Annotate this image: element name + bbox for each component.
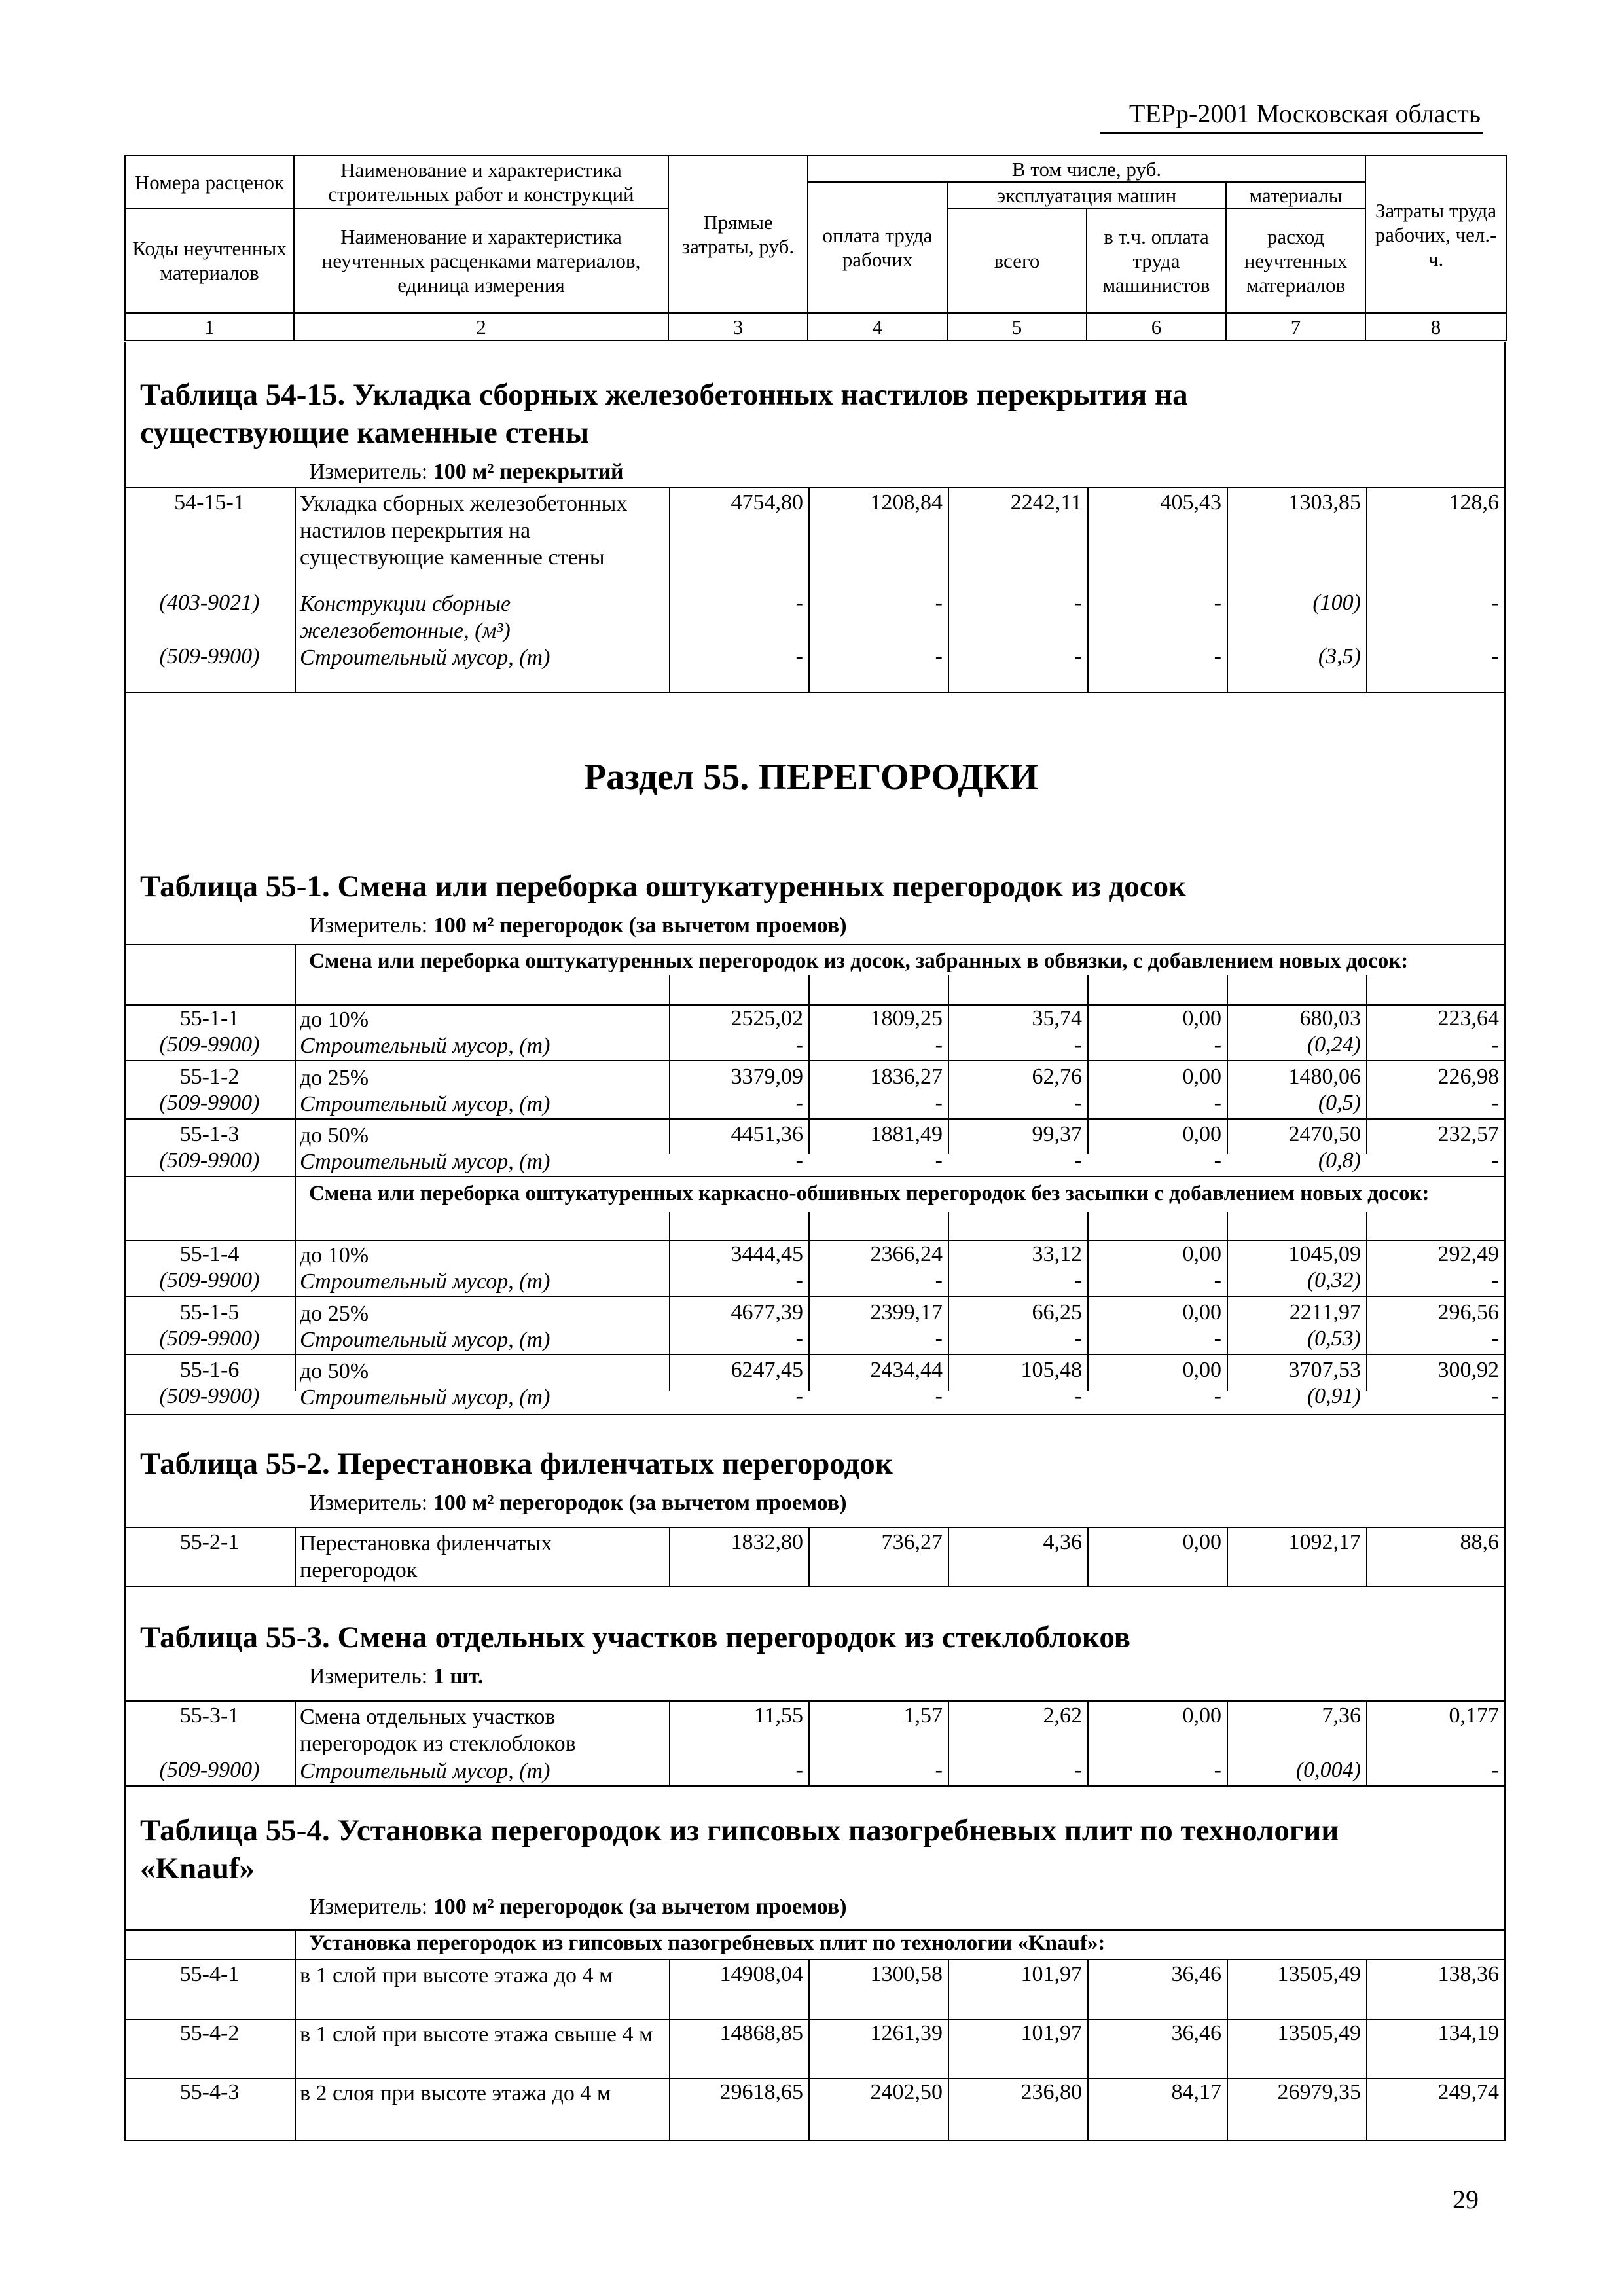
value-col-5: - xyxy=(1074,1384,1082,1408)
value-col-3: 4754,80 xyxy=(731,490,803,515)
row-divider xyxy=(126,1296,1504,1297)
rate-code: 55-4-3 xyxy=(179,2080,240,2104)
value-col-5: 2,62 xyxy=(1043,1704,1082,1728)
table-54-15-meter xyxy=(309,460,624,484)
rate-code: (509-9900) xyxy=(159,1758,260,1782)
value-col-8: - xyxy=(1491,1326,1499,1351)
value-col-7: (0,5) xyxy=(1318,1091,1361,1115)
header-num-6: 6 xyxy=(1087,313,1226,340)
rate-code: 55-1-3 xyxy=(179,1122,240,1146)
table-55-4-title: Таблица 55-4. Установка перегородок из гипсовых пазогребневых плит по технологии «Knauf» xyxy=(140,1813,1339,1886)
value-col-4: - xyxy=(935,1032,943,1057)
value-col-6: - xyxy=(1214,1091,1221,1115)
value-col-8: 300,92 xyxy=(1437,1358,1499,1382)
value-col-7: (0,53) xyxy=(1307,1326,1361,1351)
meter-label: Измеритель: xyxy=(309,1895,428,1919)
row-divider xyxy=(126,1959,1504,1960)
column-divider xyxy=(295,487,296,692)
value-col-7: (0,91) xyxy=(1307,1384,1361,1408)
rate-name: Строительный мусор, (т) xyxy=(300,1150,550,1174)
value-col-4: - xyxy=(935,1384,943,1408)
value-col-3: 4451,36 xyxy=(731,1122,803,1146)
value-col-8: - xyxy=(1491,1268,1499,1292)
value-col-6: 36,46 xyxy=(1171,2021,1221,2045)
table-54-15-title xyxy=(140,376,1384,452)
value-col-7: 2470,50 xyxy=(1288,1122,1361,1146)
rate-name: в 1 слой при высоте этажа свыше 4 м xyxy=(300,2022,653,2047)
rate-name: в 2 слоя при высоте этажа до 4 м xyxy=(300,2081,611,2105)
meter-value: 100 м² перегородок (за вычетом проемов) xyxy=(433,913,847,938)
value-col-5: - xyxy=(1074,1148,1082,1173)
header-num-2: 2 xyxy=(294,313,668,340)
value-col-3: 14908,04 xyxy=(719,1962,803,1986)
value-col-3: 3444,45 xyxy=(731,1242,803,1266)
value-col-3: - xyxy=(795,1384,803,1408)
value-col-4: 1836,27 xyxy=(870,1065,943,1089)
rate-code: 55-1-5 xyxy=(179,1300,240,1324)
row-divider xyxy=(126,2078,1504,2079)
row-divider xyxy=(126,1240,1504,1241)
rate-name: Строительный мусор, (т) xyxy=(300,1269,550,1294)
header-c2-bottom: Наименование и характеристика неучтенных расценками материалов, единица измерения xyxy=(294,208,668,313)
table-55-1-group-b: Смена или переборка оштукатуренных каркасно-обшивных перегородок без засыпки с добавлением новых досок: xyxy=(309,1182,1430,1205)
value-col-5: 99,37 xyxy=(1032,1122,1082,1146)
rate-name: Укладка сборных железобетонных настилов перекрытия на существующие каменные стены xyxy=(300,492,628,570)
value-col-6: - xyxy=(1214,1268,1221,1292)
value-col-7: 2211,97 xyxy=(1289,1300,1361,1324)
value-col-3: - xyxy=(795,644,803,668)
value-col-6: 0,00 xyxy=(1182,1300,1221,1324)
rate-name: Строительный мусор, (т) xyxy=(300,1385,550,1410)
value-col-4: - xyxy=(935,1268,943,1292)
value-col-7: 1480,06 xyxy=(1288,1065,1361,1089)
rate-code: (509-9900) xyxy=(159,1091,260,1115)
value-col-5: 2242,11 xyxy=(1010,490,1082,515)
rate-name: до 10% xyxy=(300,1243,369,1267)
column-divider xyxy=(295,1929,296,1959)
rate-code: 55-4-1 xyxy=(179,1962,240,1986)
value-col-4: 736,27 xyxy=(881,1530,943,1554)
column-divider xyxy=(295,1527,296,1586)
rate-code: 55-1-1 xyxy=(179,1006,240,1030)
value-col-7: 1045,09 xyxy=(1288,1242,1361,1266)
rate-name: Строительный мусор, (т) xyxy=(300,1092,550,1116)
header-num-1: 1 xyxy=(125,313,294,340)
value-col-4: 1881,49 xyxy=(870,1122,943,1146)
value-col-7: (0,004) xyxy=(1295,1758,1361,1782)
value-col-6: - xyxy=(1214,1384,1221,1408)
table-55-1-title: Таблица 55-1. Смена или переборка оштукатуренных перегородок из досок xyxy=(140,869,1187,903)
rate-code: 55-1-4 xyxy=(179,1242,240,1266)
rate-code: (403-9021) xyxy=(159,591,260,615)
rate-code: (509-9900) xyxy=(159,1148,260,1173)
header-c4: оплата труда рабочих xyxy=(808,182,947,313)
value-col-4: 2399,17 xyxy=(870,1300,943,1324)
value-col-7: (3,5) xyxy=(1318,644,1361,668)
meter-value: 100 м² перегородок (за вычетом проемов) xyxy=(433,1895,847,1919)
value-col-8: - xyxy=(1491,1758,1499,1782)
value-col-8: 138,36 xyxy=(1437,1962,1499,1986)
value-col-7: 13505,49 xyxy=(1277,1962,1361,1986)
column-divider xyxy=(295,1212,296,1391)
value-col-5: - xyxy=(1074,591,1082,615)
rate-code: 55-2-1 xyxy=(179,1530,240,1554)
value-col-8: 292,49 xyxy=(1437,1242,1499,1266)
value-col-4: 2402,50 xyxy=(870,2080,943,2104)
value-col-3: 3379,09 xyxy=(731,1065,803,1089)
header-c2-top: Наименование и характеристика строительных работ и конструкций xyxy=(294,156,668,208)
meter-label: Измеритель: xyxy=(309,1664,428,1688)
value-col-8: - xyxy=(1491,644,1499,668)
rate-name: Смена отдельных участков перегородок из стеклоблоков xyxy=(300,1705,576,1756)
value-col-5: 66,25 xyxy=(1032,1300,1082,1324)
rate-name: Строительный мусор, (т) xyxy=(300,646,550,670)
value-col-4: - xyxy=(935,1758,943,1782)
value-col-3: - xyxy=(795,1758,803,1782)
table-54-15-title-text: Таблица 54-15. Укладка сборных железобетонных настилов перекрытия на существующие каменные стены xyxy=(140,378,1188,450)
rate-name: Перестановка филенчатых перегородок xyxy=(300,1531,552,1582)
value-col-4: - xyxy=(935,591,943,615)
value-col-8: 226,98 xyxy=(1437,1065,1499,1089)
value-col-5: 62,76 xyxy=(1032,1065,1082,1089)
value-col-7: (0,8) xyxy=(1318,1148,1361,1173)
value-col-6: - xyxy=(1214,644,1221,668)
value-col-6: - xyxy=(1214,1758,1221,1782)
value-col-7: 13505,49 xyxy=(1277,2021,1361,2045)
row-divider xyxy=(126,1118,1504,1120)
meter-value: 100 м² перегородок (за вычетом проемов) xyxy=(433,1491,847,1515)
value-col-8: 0,177 xyxy=(1449,1704,1499,1728)
table-55-3-bottom-rule xyxy=(126,1785,1504,1787)
value-col-8: 232,57 xyxy=(1437,1122,1499,1146)
header-machines: эксплуатация машин xyxy=(947,182,1226,208)
table-55-1-meter xyxy=(309,913,847,938)
value-col-6: 0,00 xyxy=(1182,1358,1221,1382)
header-c1-top: Номера расценок xyxy=(125,156,294,208)
header-materials: материалы xyxy=(1226,182,1365,208)
rate-code: 55-3-1 xyxy=(179,1704,240,1728)
value-col-4: 1208,84 xyxy=(870,490,943,515)
rate-name: Строительный мусор, (т) xyxy=(300,1759,550,1783)
row-divider xyxy=(126,2019,1504,2020)
rate-code: (509-9900) xyxy=(159,644,260,668)
header-rule xyxy=(1100,132,1483,134)
header-group: В том числе, руб. xyxy=(808,156,1365,182)
value-col-8: - xyxy=(1491,1091,1499,1115)
column-divider xyxy=(295,1700,296,1785)
rate-name: Строительный мусор, (т) xyxy=(300,1328,550,1352)
table-54-15-bottom-rule xyxy=(126,692,1504,693)
value-col-3: 6247,45 xyxy=(731,1358,803,1382)
meter-value: 100 м² перекрытий xyxy=(433,460,624,484)
table-55-3-meter xyxy=(309,1664,484,1689)
value-col-4: 1809,25 xyxy=(870,1006,943,1030)
column-divider xyxy=(295,1959,296,2140)
value-col-6: 0,00 xyxy=(1182,1242,1221,1266)
value-col-7: 680,03 xyxy=(1299,1006,1361,1030)
value-col-8: - xyxy=(1491,1148,1499,1173)
value-col-4: - xyxy=(935,1326,943,1351)
value-col-7: (0,32) xyxy=(1307,1268,1361,1292)
value-col-6: 84,17 xyxy=(1171,2080,1221,2104)
meter-label: Измеритель: xyxy=(309,1491,428,1515)
rate-code: (509-9900) xyxy=(159,1268,260,1292)
header-num-8: 8 xyxy=(1365,313,1506,340)
value-col-7: (100) xyxy=(1312,591,1361,615)
header-c1-bottom: Коды неучтенных материалов xyxy=(125,208,294,313)
rate-name: до 10% xyxy=(300,1008,369,1032)
value-col-5: - xyxy=(1074,1091,1082,1115)
value-col-7: 1092,17 xyxy=(1288,1530,1361,1554)
value-col-8: - xyxy=(1491,1384,1499,1408)
value-col-6: 36,46 xyxy=(1171,1962,1221,1986)
value-col-5: 101,97 xyxy=(1020,1962,1082,1986)
value-col-3: 4677,39 xyxy=(731,1300,803,1324)
value-col-7: 3707,53 xyxy=(1288,1358,1361,1382)
value-col-6: 405,43 xyxy=(1160,490,1221,515)
document-header-title: ТЕРр-2001 Московская область xyxy=(1128,99,1481,128)
header-c6: в т.ч. оплата труда машинистов xyxy=(1087,208,1226,313)
value-col-5: 35,74 xyxy=(1032,1006,1082,1030)
table-55-2-title: Таблица 55-2. Перестановка филенчатых перегородок xyxy=(140,1447,893,1481)
value-col-7: 26979,35 xyxy=(1277,2080,1361,2104)
rate-code: (509-9900) xyxy=(159,1384,260,1408)
meter-value: 1 шт. xyxy=(433,1664,484,1688)
rate-code: 54-15-1 xyxy=(174,490,245,515)
rate-name: до 50% xyxy=(300,1359,369,1383)
value-col-3: - xyxy=(795,1032,803,1057)
value-col-6: 0,00 xyxy=(1182,1006,1221,1030)
value-col-5: 101,97 xyxy=(1020,2021,1082,2045)
table-55-4-group: Установка перегородок из гипсовых пазогребневых плит по технологии «Knauf»: xyxy=(309,1931,1106,1955)
header-num-3: 3 xyxy=(668,313,808,340)
row-divider xyxy=(126,1176,1504,1177)
rate-name: Строительный мусор, (т) xyxy=(300,1034,550,1058)
value-col-6: 0,00 xyxy=(1182,1704,1221,1728)
value-col-5: 33,12 xyxy=(1032,1242,1082,1266)
table-55-1-top-rule xyxy=(126,944,1504,945)
value-col-5: - xyxy=(1074,1326,1082,1351)
value-col-4: - xyxy=(935,1148,943,1173)
value-col-3: 1832,80 xyxy=(731,1530,803,1554)
value-col-4: - xyxy=(935,1091,943,1115)
row-divider xyxy=(126,1004,1504,1006)
header-c3: Прямые затраты, руб. xyxy=(668,156,808,313)
rate-code: (509-9900) xyxy=(159,1032,260,1057)
header-c7: расход неучтенных материалов xyxy=(1226,208,1365,313)
value-col-4: 1300,58 xyxy=(870,1962,943,1986)
value-col-6: 0,00 xyxy=(1182,1530,1221,1554)
value-col-5: 105,48 xyxy=(1020,1358,1082,1382)
rate-name: до 25% xyxy=(300,1302,369,1326)
rate-code: 55-1-6 xyxy=(179,1358,240,1382)
column-divider xyxy=(295,944,296,1212)
value-col-8: - xyxy=(1491,1032,1499,1057)
value-col-3: - xyxy=(795,1091,803,1115)
value-col-3: - xyxy=(795,1268,803,1292)
value-col-6: 0,00 xyxy=(1182,1122,1221,1146)
row-divider xyxy=(126,1060,1504,1061)
header-num-4: 4 xyxy=(808,313,947,340)
table-55-2-bottom-rule xyxy=(126,1586,1504,1587)
value-col-5: 236,80 xyxy=(1020,2080,1082,2104)
rate-name: до 25% xyxy=(300,1066,369,1090)
value-col-6: - xyxy=(1214,591,1221,615)
value-col-4: 2366,24 xyxy=(870,1242,943,1266)
table-55-1-group-a: Смена или переборка оштукатуренных перегородок из досок, забранных в обвязки, с добавлением новых досок: xyxy=(309,949,1409,973)
value-col-4: 1261,39 xyxy=(870,2021,943,2045)
value-col-8: 88,6 xyxy=(1460,1530,1499,1554)
rate-name: в 1 слой при высоте этажа до 4 м xyxy=(300,1963,613,1988)
value-col-6: - xyxy=(1214,1032,1221,1057)
section-55-title: Раздел 55. ПЕРЕГОРОДКИ xyxy=(584,757,1038,797)
header-num-7: 7 xyxy=(1226,313,1365,340)
value-col-8: 128,6 xyxy=(1449,490,1499,515)
value-col-6: - xyxy=(1214,1326,1221,1351)
value-col-7: 7,36 xyxy=(1322,1704,1361,1728)
header-c5: всего xyxy=(947,208,1087,313)
value-col-6: - xyxy=(1214,1148,1221,1173)
value-col-4: - xyxy=(935,644,943,668)
table-54-15-top-rule xyxy=(126,487,1504,488)
row-divider xyxy=(126,1354,1504,1355)
value-col-3: 11,55 xyxy=(753,1704,803,1728)
value-col-5: - xyxy=(1074,1758,1082,1782)
value-col-6: 0,00 xyxy=(1182,1065,1221,1089)
value-col-8: 249,74 xyxy=(1437,2080,1499,2104)
table-55-2-meter xyxy=(309,1491,847,1516)
value-col-5: - xyxy=(1074,1032,1082,1057)
value-col-3: 14868,85 xyxy=(719,2021,803,2045)
price-table-body xyxy=(124,342,1506,2141)
rate-name: Конструкции сборные железобетонные, (м³) xyxy=(300,592,511,643)
value-col-7: (0,24) xyxy=(1307,1032,1361,1057)
value-col-5: - xyxy=(1074,644,1082,668)
rate-code: (509-9900) xyxy=(159,1326,260,1351)
value-col-4: 1,57 xyxy=(903,1704,943,1728)
column-header-table xyxy=(124,155,1507,341)
value-col-8: 223,64 xyxy=(1437,1006,1499,1030)
value-col-3: - xyxy=(795,1326,803,1351)
meter-label: Измеритель: xyxy=(309,460,428,484)
table-55-3-title: Таблица 55-3. Смена отдельных участков перегородок из стеклоблоков xyxy=(140,1620,1131,1654)
table-55-4-meter xyxy=(309,1895,847,1920)
value-col-8: 296,56 xyxy=(1437,1300,1499,1324)
value-col-8: 134,19 xyxy=(1437,2021,1499,2045)
value-col-8: - xyxy=(1491,591,1499,615)
rate-name: до 50% xyxy=(300,1123,369,1148)
value-col-5: - xyxy=(1074,1268,1082,1292)
value-col-5: 4,36 xyxy=(1043,1530,1082,1554)
value-col-7: 1303,85 xyxy=(1288,490,1361,515)
value-col-3: - xyxy=(795,1148,803,1173)
value-col-3: 2525,02 xyxy=(731,1006,803,1030)
value-col-3: - xyxy=(795,591,803,615)
meter-label: Измеритель: xyxy=(309,913,428,938)
value-col-3: 29618,65 xyxy=(719,2080,803,2104)
value-col-4: 2434,44 xyxy=(870,1358,943,1382)
table-55-1-bottom-rule xyxy=(126,1414,1504,1415)
rate-code: 55-4-2 xyxy=(179,2021,240,2045)
rate-code: 55-1-2 xyxy=(179,1065,240,1089)
table-55-4-top-rule xyxy=(126,1929,1504,1931)
table-55-2-top-rule xyxy=(126,1527,1504,1528)
table-55-3-top-rule xyxy=(126,1700,1504,1702)
header-c8: Затраты труда рабочих, чел.-ч. xyxy=(1365,156,1506,313)
page-number: 29 xyxy=(1453,2185,1479,2214)
header-num-5: 5 xyxy=(947,313,1087,340)
